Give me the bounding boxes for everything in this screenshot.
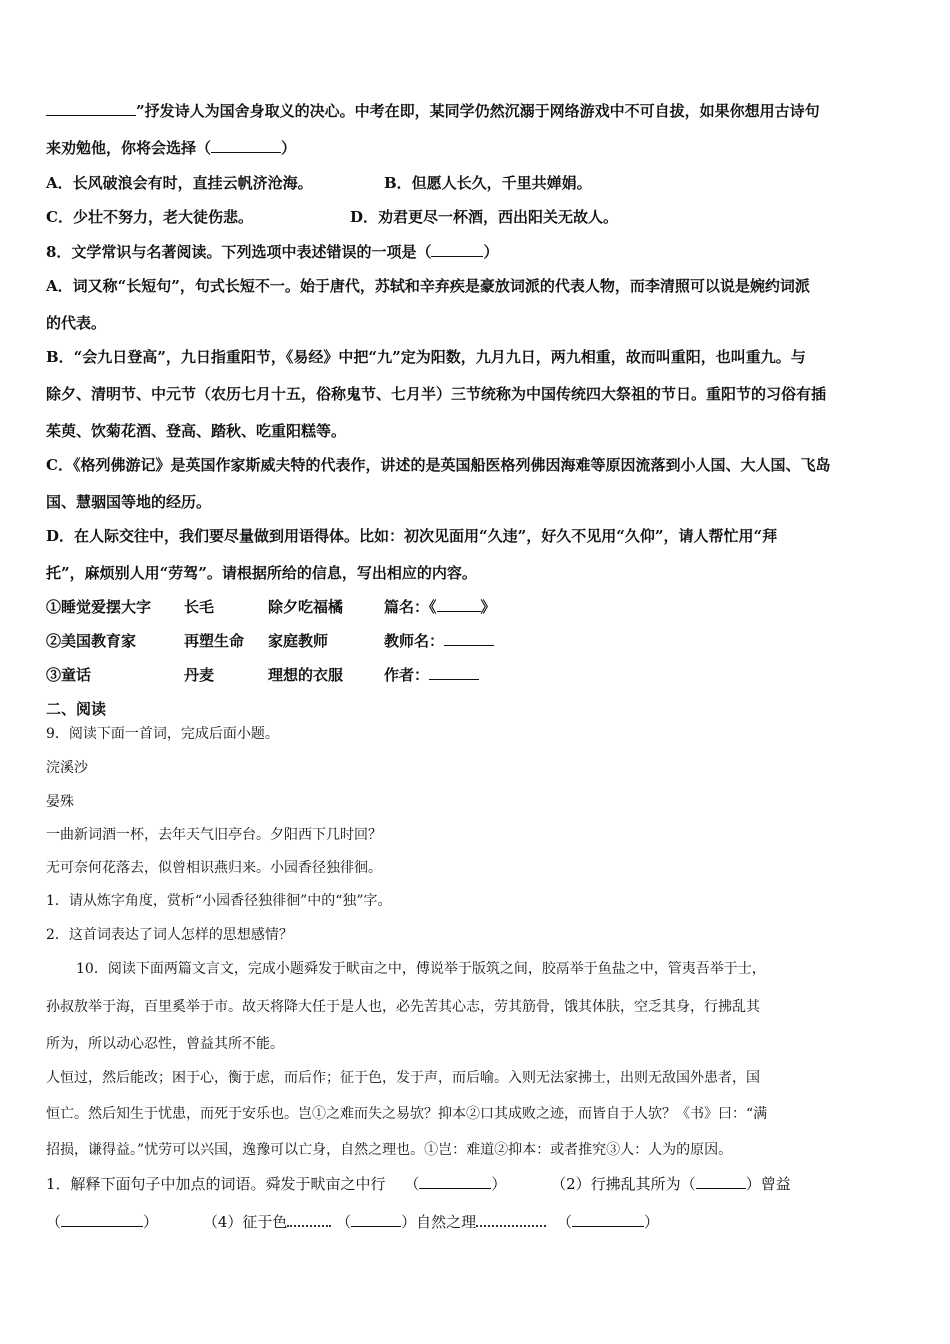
table-row-1-col-4: 篇名：《 》 — [384, 598, 496, 616]
emphasis-dots — [287, 1213, 331, 1227]
poem-line-2: 无可奈何花落去，似曾相识燕归来。小园香径独徘徊。 — [46, 860, 382, 876]
table-row-2-col-3: 家庭教师 — [268, 632, 329, 650]
q8-option-a-line2: 的代表。 — [46, 314, 107, 332]
answer-blank — [419, 1174, 491, 1189]
q9-sub-2: 2．这首词表达了词人怎样的思想感情？ — [46, 927, 293, 943]
section-heading: 二、阅读 — [46, 700, 107, 718]
q8-option-b-line2: 除夕、清明节、中元节（农历七月十五，俗称鬼节、七月半）三节统称为中国传统四大祭祖的节日。重阳节的习俗有插 — [46, 385, 827, 403]
answer-blank — [431, 242, 483, 257]
q10-line-4: 人恒过，然后能改；困于心，衡于虑，而后作；征于色，发于声，而后喻。入则无法家拂士，出则无敌国外患者，国 — [46, 1070, 760, 1086]
q9-stem: 9．阅读下面一首词，完成后面小题。 — [46, 726, 279, 742]
answer-blank — [696, 1174, 746, 1189]
table-row-2-col-4: 教师名： — [384, 631, 494, 651]
table-row-1-col-3: 除夕吃福橘 — [268, 598, 344, 616]
q10-line-1: 10．阅读下面两篇文言文，完成小题舜发于畎亩之中，傅说举于版筑之间，胶鬲举于鱼盐之中，管夷吾举于士， — [76, 961, 766, 977]
answer-blank — [61, 1212, 143, 1227]
emphasis-dots — [476, 1213, 546, 1227]
blank — [46, 101, 136, 116]
q10-sub-2: （ ） （4）征于色 （ ）自然之理 （ ） — [46, 1213, 659, 1231]
q7-option-c: C．少壮不努力，老大徒伤悲。 — [46, 208, 253, 226]
answer-blank — [429, 665, 479, 680]
table-row-3-col-4: 作者： — [384, 665, 479, 685]
q7-line2: 来劝勉他，你将会选择（ ） — [46, 139, 297, 157]
q7-option-b: B．但愿人长久，千里共婵娟。 — [384, 174, 592, 192]
q7-option-a: A．长风破浪会有时，直挂云帆济沧海。 — [46, 174, 313, 192]
q9-sub-1: 1．请从炼字角度，赏析“小园香径独徘徊”中的“独”字。 — [46, 893, 392, 909]
table-row-3-col-3: 理想的衣服 — [268, 666, 344, 684]
table-row-2-col-1: ②美国教育家 — [46, 632, 137, 650]
table-row-1-col-1: ①睡觉爱摆大字 — [46, 598, 152, 616]
answer-blank — [437, 597, 481, 612]
table-row-1-col-2: 长毛 — [184, 598, 215, 616]
poem-title: 浣溪沙 — [46, 760, 88, 776]
poem-line-1: 一曲新词酒一杯，去年天气旧亭台。夕阳西下几时回？ — [46, 827, 382, 843]
q7-line1: ”抒发诗人为国舍身取义的决心。中考在即，某同学仍然沉溺于网络游戏中不可自拔，如果你想用古诗句 — [46, 101, 820, 121]
answer-blank — [351, 1212, 401, 1227]
q10-line-5: 恒亡。然后知生于忧患，而死于安乐也。岂①之难而失之易欤？抑本②口其成败之迹，而皆自于人欤？《书》曰：“满 — [46, 1106, 768, 1122]
answer-blank — [211, 138, 281, 153]
q8-option-c-line2: 国、慧骃国等地的经历。 — [46, 493, 212, 511]
answer-blank — [572, 1212, 644, 1227]
q10-line-6: 招损，谦得益。”忧劳可以兴国，逸豫可以亡身，自然之理也。①岂：难道②抑本：或者推究③人：人为的原因。 — [46, 1142, 733, 1158]
answer-blank — [444, 631, 494, 646]
table-row-3-col-2: 丹麦 — [184, 666, 215, 684]
q8-option-c-line1: C．《格列佛游记》是英国作家斯威夫特的代表作，讲述的是英国船医格列佛因海难等原因流落到小人国、大人国、飞岛 — [46, 456, 831, 474]
q8-option-a-line1: A．词又称“长短句”，句式长短不一。始于唐代，苏轼和辛弃疾是豪放词派的代表人物，而李清照可以说是婉约词派 — [46, 277, 810, 295]
q7-option-d: D．劝君更尽一杯酒，西出阳关无故人。 — [350, 208, 619, 226]
q8-option-b-line3: 茱萸、饮菊花酒、登高、踏秋、吃重阳糕等。 — [46, 422, 347, 440]
q10-sub-1: 1．解释下面句子中加点的词语。舜发于畎亩之中行 （ ） （2）行拂乱其所为（ ）曾益 — [46, 1175, 791, 1193]
q8-option-d-line1: D．在人际交往中，我们要尽量做到用语得体。比如：初次见面用“久违”，好久不见用“久仰”，请人帮忙用“拜 — [46, 527, 778, 545]
q8-option-d-line2: 托”，麻烦别人用“劳驾”。请根据所给的信息，写出相应的内容。 — [46, 564, 477, 582]
table-row-3-col-1: ③童话 — [46, 666, 92, 684]
table-row-2-col-2: 再塑生命 — [184, 632, 245, 650]
q10-line-3: 所为，所以动心忍性，曾益其所不能。 — [46, 1036, 284, 1052]
q10-line-2: 孙叔敖举于海，百里奚举于市。故天将降大任于是人也，必先苦其心志，劳其筋骨，饿其体肤，空乏其身，行拂乱其 — [46, 999, 760, 1015]
q8-option-b-line1: B．“会九日登高”，九日指重阳节，《易经》中把“九”定为阳数，九月九日，两九相重，故而叫重阳，也叫重九。与 — [46, 348, 806, 366]
q8-stem: 8．文学常识与名著阅读。下列选项中表述错误的一项是（ ） — [46, 243, 499, 261]
poem-author: 晏殊 — [46, 794, 74, 810]
